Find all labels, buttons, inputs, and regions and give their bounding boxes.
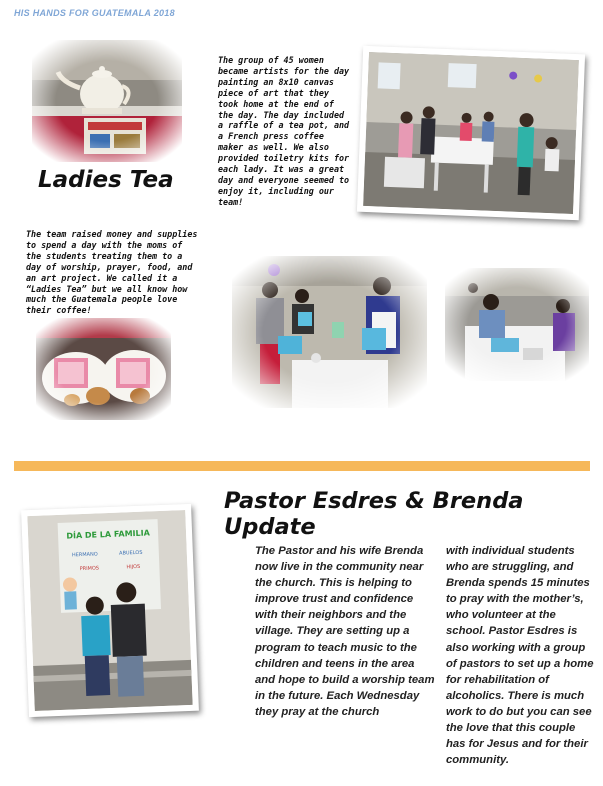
- banner-word-4: HIJOS: [126, 563, 141, 571]
- women-paintings-photo: [232, 256, 427, 408]
- cookies-photo: [36, 318, 171, 420]
- banner-word-2: ABUELOS: [119, 549, 143, 557]
- section-divider: [14, 461, 590, 471]
- women-group-photo: [357, 46, 585, 220]
- ladies-tea-paragraph-2: The team raised money and supplies to spend a day with the moms of the students treating them to a day of worship, prayer, food, and an art project. We called it a “Ladies Tea” but we all know how much the Guatemala people love their coffee!: [26, 229, 198, 316]
- newsletter-header: HIS HANDS FOR GUATEMALA 2018: [14, 8, 175, 18]
- woman-painting-photo: [445, 268, 589, 381]
- banner-word-1: HERMANO: [71, 551, 98, 559]
- pastor-update-column-1: The Pastor and his wife Brenda now live in the community near the church. This is helping to improve trust and confidence with their neighbors and the village. They are setting up a program to teach music to the children and teens in the area and hope to build a worship team in the future. Each Wednesday they pray at the church: [255, 545, 435, 718]
- ladies-tea-paragraph-1: The group of 45 women became artists for the day painting an 8x10 canvas piece of art that they took home at the end of the day. The day included a raffle of a tea pot, and a French press coffee maker as well. We also provided toiletry kits for each lady. It was a great day and everyone seemed to enjoy it, including our team!: [218, 55, 350, 207]
- family-day-banner-text: DÍA DE LA FAMILIA: [66, 528, 150, 541]
- pastor-update-column-2: with individual students who are struggling, and Brenda spends 15 minutes to pray with the mother’s, who volunteer at the school. Pastor Esdres is also working with a group of pastors to set up a home for rehabilitation of alcoholics. There is much work to do but you can see the love that this couple has for Jesus and for their community.: [446, 545, 594, 767]
- ladies-tea-title: Ladies Tea: [38, 167, 174, 193]
- teapot-photo: [32, 40, 182, 162]
- pastor-update-title: Pastor Esdres & Brenda Update: [224, 488, 524, 540]
- banner-word-3: PRIMOS: [79, 565, 100, 573]
- pastor-couple-photo: [21, 504, 199, 717]
